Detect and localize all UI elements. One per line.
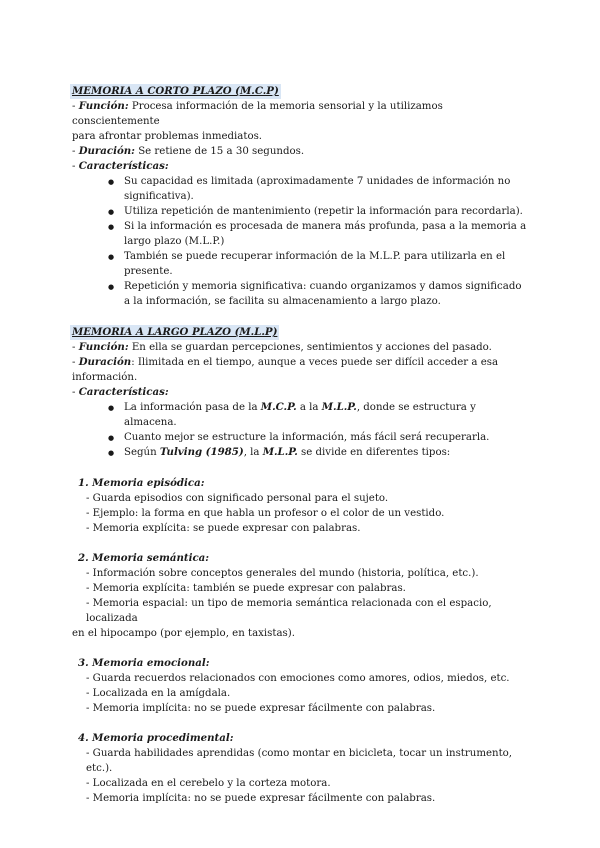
type-line: - Ejemplo: la forma en que habla un profesor o el color de un vestido. xyxy=(86,508,445,519)
list-item: ● La información pasa de la M.C.P. a la M.L.P., donde se estructura y almacena. xyxy=(124,400,528,430)
type-line: - Memoria explícita: también se puede expresar con palabras. xyxy=(86,583,406,594)
memory-type-episodica xyxy=(72,476,528,536)
list-item: ● Según Tulving (1985), la M.L.P. se divide en diferentes tipos: xyxy=(124,445,528,460)
list-item: ● Su capacidad es limitada (aproximadamente 7 unidades de información no significativa). xyxy=(124,174,528,204)
stm-section xyxy=(72,84,528,309)
list-item: ● También se puede recuperar información de la M.L.P. para utilizarla en el presente. xyxy=(124,249,528,279)
stm-caracteristicas-label: - Características: xyxy=(72,160,169,172)
type-line: - Localizada en el cerebelo y la corteza motora. xyxy=(86,778,331,789)
stm-bullet-list xyxy=(72,174,528,309)
list-item: ● Si la información es procesada de manera más profunda, pasa a la memoria a largo plazo (M.L.P.) xyxy=(124,219,528,249)
type-line: - Memoria implícita: no se puede expresar fácilmente con palabras. xyxy=(86,703,436,714)
type-title: 3. Memoria emocional: xyxy=(78,657,210,669)
type-line-continuation: en el hipocampo (por ejemplo, en taxistas). xyxy=(72,628,296,639)
ltm-bullet-list xyxy=(72,400,528,460)
stm-funcion-cont: para afrontar problemas inmediatos. xyxy=(72,131,263,142)
type-line: - Memoria explícita: se puede expresar con palabras. xyxy=(86,523,361,534)
type-line: - Memoria implícita: no se puede expresar fácilmente con palabras. xyxy=(86,793,436,804)
ltm-section xyxy=(72,325,528,460)
type-title: 2. Memoria semántica: xyxy=(78,552,210,564)
type-line: - Localizada en la amígdala. xyxy=(86,688,231,699)
type-line: - Guarda recuerdos relacionados con emociones como amores, odios, miedos, etc. xyxy=(86,673,510,684)
type-title: 4. Memoria procedimental: xyxy=(78,732,234,744)
memory-type-emocional xyxy=(72,656,528,716)
ltm-funcion: - Función: En ella se guardan percepciones, sentimientos y acciones del pasado. xyxy=(72,341,492,353)
type-line: - Información sobre conceptos generales del mundo (historia, política, etc.). xyxy=(86,568,479,579)
list-item: ● Repetición y memoria significativa: cuando organizamos y damos significado a la información, se facilita su almacenamiento a largo plazo. xyxy=(124,279,528,309)
type-line: - Guarda habilidades aprendidas (como montar en bicicleta, tocar un instrumento, etc.). xyxy=(86,748,513,774)
memory-type-procedimental xyxy=(72,731,528,806)
list-item: ● Cuanto mejor se estructure la información, más fácil será recuperarla. xyxy=(124,430,528,445)
type-line: - Guarda episodios con significado personal para el sujeto. xyxy=(86,493,389,504)
type-line: - Memoria espacial: un tipo de memoria semántica relacionada con el espacio, localizada xyxy=(86,598,492,624)
ltm-heading: MEMORIA A LARGO PLAZO (M.L.P) xyxy=(72,326,278,338)
document-page xyxy=(72,84,528,806)
stm-duracion: - Duración: Se retiene de 15 a 30 segundos. xyxy=(72,145,305,157)
list-item: ● Utiliza repetición de mantenimiento (repetir la información para recordarla). xyxy=(124,204,528,219)
ltm-duracion: - Duración: Ilimitada en el tiempo, aunque a veces puede ser difícil acceder a esa xyxy=(72,356,499,368)
stm-funcion: - Función: Procesa información de la memoria sensorial y la utilizamos conscientemente xyxy=(72,100,443,127)
memory-type-semantica xyxy=(72,551,528,641)
ltm-caracteristicas-label: - Características: xyxy=(72,386,169,398)
type-title: 1. Memoria episódica: xyxy=(78,477,205,489)
ltm-duracion-cont: información. xyxy=(72,372,138,383)
stm-heading: MEMORIA A CORTO PLAZO (M.C.P) xyxy=(72,85,279,97)
